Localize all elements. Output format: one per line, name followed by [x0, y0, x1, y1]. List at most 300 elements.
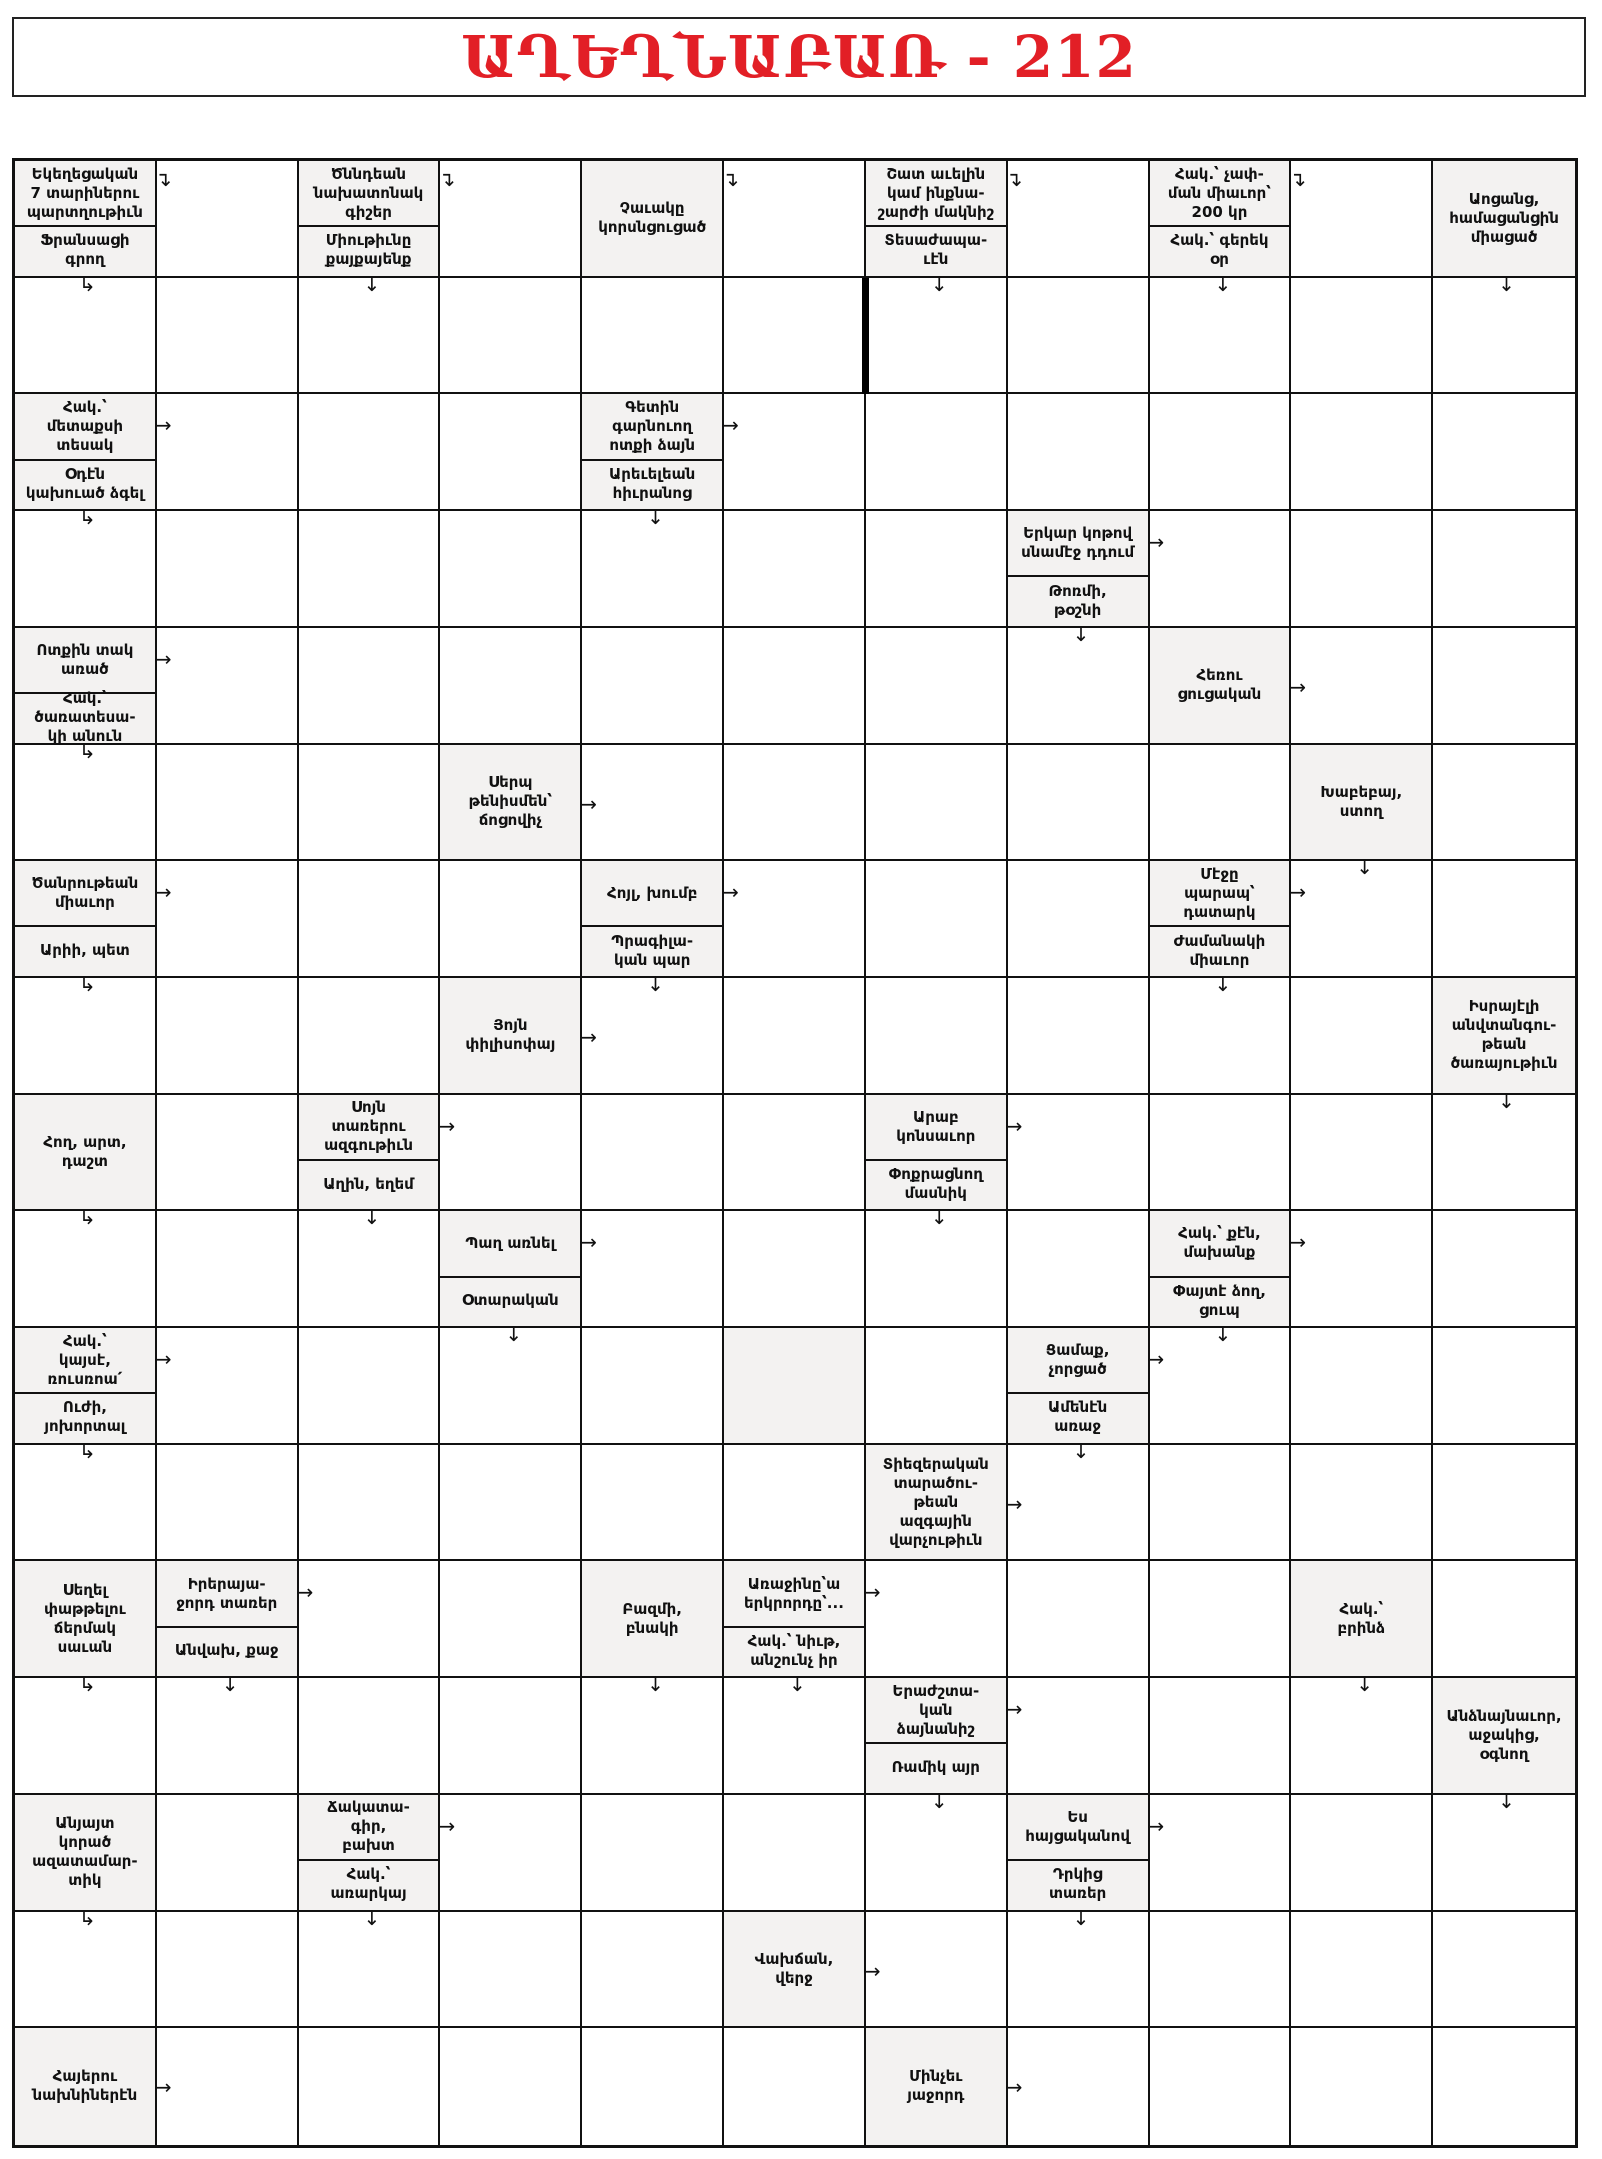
clue-text: Գետին գարնուող ոտքի ձայն — [609, 398, 695, 454]
answer-cell[interactable] — [154, 161, 299, 278]
clue-text: Փայտէ ձող, ցուպ — [1172, 1281, 1266, 1319]
answer-cell[interactable] — [582, 1211, 724, 1328]
answer-cell[interactable] — [157, 1095, 299, 1212]
clue-text: Սերպ թենիսմեն՝ ճոցովիչ — [468, 773, 553, 830]
clue-cell — [299, 1795, 456, 1930]
clue-divider — [582, 925, 722, 927]
answer-cell[interactable] — [1008, 861, 1150, 978]
answer-cell[interactable] — [157, 511, 299, 628]
answer-cell[interactable] — [440, 511, 582, 628]
clue-cell — [1008, 1328, 1165, 1463]
clue-cell — [1433, 1678, 1575, 1813]
clue-text: Հակ.՝ չափ- ման միաւոր՝ 200 կր — [1167, 164, 1271, 221]
clue-text: Հակ.՝ գերեկ օր — [1170, 231, 1269, 269]
answer-cell[interactable] — [866, 394, 1008, 511]
answer-cell[interactable] — [1433, 1445, 1575, 1562]
clue-cell — [15, 1795, 157, 1930]
clue-cell — [1433, 161, 1575, 296]
clue-arrow-icon: ↓ — [930, 271, 948, 296]
clue-arrow-icon: ↓ — [363, 1205, 381, 1230]
answer-cell[interactable] — [724, 161, 866, 278]
clue-text: Երաժշտա- կան ձայնանիշ — [892, 1681, 980, 1738]
answer-cell[interactable] — [724, 978, 866, 1095]
clue-text: Ծննդեան նախատոնակ գիշեր — [313, 164, 424, 221]
clue-cell — [582, 394, 739, 530]
clue-arrow-icon: ↓ — [930, 1788, 948, 1813]
clue-text: Ռամիկ այր — [891, 1758, 980, 1777]
answer-cell[interactable] — [1291, 511, 1433, 628]
clue-cell — [1008, 511, 1165, 646]
clue-arrow-icon: ↳ — [78, 1905, 96, 1930]
clue-arrow-icon: → — [154, 880, 172, 905]
answer-cell[interactable] — [1433, 1561, 1575, 1678]
clue-cell — [866, 1678, 1023, 1813]
answer-cell[interactable] — [157, 1795, 299, 1912]
clue-cell — [440, 1211, 598, 1347]
clue-arrow-icon: ↓ — [1214, 271, 1232, 296]
clue-text: Իրերայա- ջորդ տառեր — [176, 1574, 278, 1612]
answer-cell[interactable] — [299, 861, 441, 978]
answer-cell[interactable] — [154, 2028, 299, 2145]
clue-text: Հակ.՝ քէն, մախանք — [1178, 1224, 1261, 1262]
answer-cell[interactable] — [440, 161, 582, 278]
clue-text: Անյայտ կորած ազատամար- տիկ — [32, 1814, 138, 1890]
answer-cell[interactable] — [1150, 394, 1292, 511]
answer-cell[interactable] — [866, 628, 1008, 745]
answer-cell[interactable] — [1433, 511, 1575, 628]
answer-cell[interactable] — [1291, 1912, 1433, 2029]
answer-cell[interactable] — [1005, 1095, 1150, 1212]
clue-arrow-icon: → — [1289, 1230, 1307, 1255]
answer-cell[interactable] — [1291, 978, 1433, 1095]
answer-cell[interactable] — [157, 745, 299, 862]
clue-text: Ճակատա- գիր, բախտ — [327, 1798, 410, 1855]
clue-cell — [1291, 745, 1433, 880]
clue-cell — [440, 978, 598, 1095]
answer-cell[interactable] — [1150, 1095, 1292, 1212]
answer-cell[interactable] — [440, 2028, 582, 2145]
clue-text: Երկար կոթով սնամէջ դդում — [1021, 524, 1135, 562]
answer-cell[interactable] — [863, 1561, 1008, 1678]
answer-cell[interactable] — [724, 745, 866, 862]
answer-cell[interactable] — [299, 394, 441, 511]
answer-cell[interactable] — [1291, 278, 1433, 395]
answer-cell[interactable] — [1291, 628, 1433, 745]
clue-text: Մինչեւ յաջորդ — [907, 2066, 965, 2104]
answer-cell[interactable] — [1150, 2028, 1292, 2145]
answer-cell[interactable] — [1005, 161, 1150, 278]
puzzle-title: ԱՂԵՂՆԱԲԱՌ - 212 — [461, 23, 1137, 91]
clue-divider — [1150, 225, 1290, 227]
answer-cell[interactable] — [440, 1678, 582, 1795]
clue-divider — [866, 225, 1006, 227]
clue-divider — [724, 1626, 864, 1628]
clue-divider — [866, 1742, 1006, 1744]
answer-cell[interactable] — [724, 1795, 866, 1912]
clue-text: Շատ աւելին կամ ինքնա- շարժի մակնիշ — [877, 164, 994, 221]
answer-cell[interactable] — [299, 1678, 441, 1795]
clue-cell — [15, 628, 172, 763]
answer-cell[interactable] — [1433, 861, 1575, 978]
answer-cell[interactable] — [299, 511, 441, 628]
answer-cell[interactable] — [299, 628, 441, 745]
clue-arrow-icon: ↓ — [647, 1672, 664, 1697]
clue-text: Բազմի, բնակի — [622, 1599, 682, 1637]
clue-arrow-icon: → — [1005, 2075, 1023, 2100]
clue-text: Տիեզերական տարածու- թեան ազգային վարչութիւն — [882, 1454, 989, 1549]
clue-arrow-icon: → — [722, 880, 739, 905]
clue-text: Անվախ, քաջ — [174, 1641, 279, 1660]
answer-cell[interactable] — [299, 1445, 441, 1562]
clue-text: Արաբ կոնսաւոր — [896, 1107, 976, 1145]
clue-arrow-icon: → — [438, 1813, 456, 1838]
answer-cell[interactable] — [1008, 1211, 1150, 1328]
clue-arrow-icon: ↓ — [647, 505, 664, 530]
clue-arrow-icon: ↓ — [221, 1672, 239, 1697]
clue-cell — [15, 1328, 172, 1463]
clue-text: Հակ.՝ բրինձ — [1337, 1599, 1386, 1637]
answer-cell[interactable] — [1291, 394, 1433, 511]
answer-cell[interactable] — [582, 1912, 724, 2029]
answer-cell[interactable] — [582, 278, 724, 395]
answer-cell[interactable] — [582, 1795, 724, 1912]
clue-cell — [440, 745, 598, 862]
answer-cell[interactable] — [440, 1561, 582, 1678]
clue-cell — [866, 1445, 1023, 1562]
clue-arrow-icon: → — [154, 1347, 172, 1372]
clue-cell — [866, 2028, 1023, 2145]
clue-arrow-icon: ↴ — [722, 167, 739, 191]
clue-text: Փոքրացնող մասնիկ — [888, 1165, 983, 1203]
answer-cell[interactable] — [1433, 628, 1575, 745]
answer-cell[interactable] — [582, 745, 724, 862]
answer-cell[interactable] — [724, 511, 866, 628]
answer-cell[interactable] — [1291, 1328, 1433, 1445]
clue-cell — [866, 161, 1023, 296]
clue-text: Իսրայէլի անվտանգու- թեան ծառայութիւն — [1450, 997, 1558, 1073]
clue-arrow-icon: ↓ — [363, 1905, 381, 1930]
answer-cell[interactable] — [582, 628, 724, 745]
clue-text: Ուժի, յոխորտալ — [44, 1398, 126, 1436]
clue-divider — [15, 459, 155, 461]
answer-cell[interactable] — [157, 1445, 299, 1562]
answer-cell[interactable] — [1291, 1211, 1433, 1328]
answer-cell[interactable] — [299, 978, 441, 1095]
clue-arrow-icon: → — [580, 791, 598, 816]
clue-arrow-icon: → — [1005, 1113, 1023, 1138]
answer-cell[interactable] — [1433, 1912, 1575, 2029]
clue-cell — [15, 1095, 157, 1230]
answer-cell[interactable] — [157, 1912, 299, 2029]
clue-divider — [15, 692, 155, 694]
answer-cell[interactable] — [440, 1795, 582, 1912]
clue-arrow-icon: ↓ — [1214, 1322, 1232, 1347]
clue-text: Աղին, եղեմ — [323, 1174, 414, 1193]
clue-arrow-icon: → — [863, 1958, 881, 1983]
answer-cell[interactable] — [866, 978, 1008, 1095]
clue-arrow-icon: ↴ — [438, 167, 456, 191]
clue-arrow-icon: ↓ — [1356, 1672, 1374, 1697]
clue-cell — [1291, 1561, 1433, 1697]
answer-cell[interactable] — [154, 628, 299, 745]
clue-arrow-icon: ↳ — [78, 738, 96, 763]
answer-cell[interactable] — [582, 1328, 724, 1445]
answer-cell[interactable] — [724, 628, 866, 745]
clue-arrow-icon: ↳ — [78, 271, 96, 296]
clue-text: Տեսաժապա- ւէն — [884, 231, 988, 269]
clue-cell — [582, 861, 739, 996]
answer-cell[interactable] — [1291, 161, 1433, 278]
clue-cell — [15, 2028, 172, 2145]
clue-text: Սոյն տառերու ազգութիւն — [324, 1098, 413, 1155]
answer-cell[interactable] — [582, 1445, 724, 1562]
clue-cell — [1150, 1211, 1307, 1347]
clue-text: Ծանրութեան միաւոր — [31, 874, 139, 912]
answer-cell[interactable] — [299, 2028, 441, 2145]
clue-arrow-icon: ↓ — [1072, 1438, 1090, 1463]
answer-cell[interactable] — [724, 2028, 866, 2145]
clue-arrow-icon: ↓ — [363, 271, 381, 296]
answer-cell[interactable] — [582, 2028, 724, 2145]
clue-cell — [1433, 978, 1575, 1113]
clue-arrow-icon: → — [580, 1024, 598, 1049]
clue-text: Անձնայնաւոր, աջակից, օգնող — [1446, 1707, 1562, 1764]
clue-text: Հակ.՝ կայսէ, ռուսռոա՛ — [47, 1331, 123, 1388]
answer-cell[interactable] — [154, 1328, 299, 1445]
clue-text: Սեղել փաթթելու ճերմակ սաւան — [43, 1580, 126, 1656]
clue-text: Ցամաք, չորցած — [1045, 1341, 1110, 1379]
clue-divider — [1008, 1392, 1148, 1394]
clue-cell — [1150, 861, 1307, 996]
answer-cell[interactable] — [440, 1912, 582, 2029]
clue-cell — [15, 394, 172, 530]
answer-cell[interactable] — [724, 1095, 866, 1212]
clue-text: Պրագիլա- կան պար — [611, 931, 694, 969]
clue-divider — [157, 1626, 297, 1628]
answer-cell[interactable] — [582, 1095, 724, 1212]
answer-cell[interactable] — [1433, 1211, 1575, 1328]
answer-cell[interactable] — [866, 861, 1008, 978]
clue-cell — [15, 1561, 157, 1697]
clue-text: Հակ.՝ մետաքսի տեսակ — [46, 398, 124, 454]
clue-arrow-icon: ↳ — [78, 971, 96, 996]
answer-cell[interactable] — [724, 861, 866, 978]
clue-divider — [299, 1859, 439, 1861]
clue-cell — [1150, 161, 1307, 296]
clue-text: Մէջը պարապ՝ դատարկ — [1183, 864, 1256, 921]
answer-cell[interactable] — [1291, 1795, 1433, 1912]
clue-arrow-icon: → — [580, 1230, 598, 1255]
clue-text: Հոյլ, խումբ — [606, 883, 698, 902]
clue-text: Դրկից տառեր — [1048, 1865, 1107, 1903]
clue-divider — [15, 1392, 155, 1394]
clue-text: Աոցանց, համացանցին միացած — [1449, 189, 1559, 246]
clue-text: Հակ.՝ առարկայ — [330, 1865, 407, 1903]
answer-cell[interactable] — [1291, 1095, 1433, 1212]
clue-cell — [299, 1095, 456, 1230]
clue-text: Միութիւնը քայքայենք — [325, 231, 412, 269]
answer-cell[interactable] — [1150, 1561, 1292, 1678]
clue-arrow-icon: → — [1289, 880, 1307, 905]
clue-text: Հեռու ցուցական — [1177, 666, 1262, 704]
answer-cell[interactable] — [1008, 745, 1150, 862]
clue-arrow-icon: ↳ — [78, 1672, 96, 1697]
clue-text: Հայերու նախնիներէն — [32, 2066, 138, 2104]
clue-arrow-icon: → — [1005, 1491, 1023, 1516]
answer-cell[interactable] — [724, 1445, 866, 1562]
answer-cell[interactable] — [440, 394, 582, 511]
answer-cell[interactable] — [866, 745, 1008, 862]
clue-cell — [15, 861, 172, 996]
clue-arrow-icon: → — [438, 1113, 456, 1138]
answer-cell[interactable] — [157, 978, 299, 1095]
clue-arrow-icon: ↴ — [1289, 167, 1307, 191]
clue-cell — [582, 161, 739, 278]
clue-cell — [724, 1328, 866, 1445]
clue-text: Եկեղեցական 7 տարիներու պարտղութիւն — [26, 164, 143, 221]
clue-text: Առաջինը՝ա երկրորդը՝... — [744, 1574, 844, 1612]
clue-divider — [1008, 1859, 1148, 1861]
clue-text: Ֆրանսացի գրող — [40, 231, 130, 269]
answer-cell[interactable] — [866, 511, 1008, 628]
clue-divider — [582, 459, 722, 461]
answer-cell[interactable] — [1150, 1912, 1292, 2029]
answer-cell[interactable] — [1008, 1561, 1150, 1678]
clue-arrow-icon: ↳ — [78, 1438, 96, 1463]
answer-cell[interactable] — [296, 1561, 441, 1678]
clue-text: Օդէն կախուած ձգել — [25, 464, 144, 502]
clue-cell — [1008, 1795, 1165, 1930]
answer-cell[interactable] — [440, 861, 582, 978]
answer-cell[interactable] — [1005, 2028, 1150, 2145]
answer-cell[interactable] — [1008, 978, 1150, 1095]
clue-text: Արիի, պետ — [40, 941, 130, 960]
clue-arrow-icon: → — [722, 413, 739, 438]
clue-text: Յոյն փիլիսոփայ — [465, 1016, 556, 1054]
answer-cell[interactable] — [1008, 278, 1150, 395]
answer-cell[interactable] — [1008, 394, 1150, 511]
clue-cell — [724, 1912, 881, 2029]
answer-cell[interactable] — [299, 1328, 441, 1445]
clue-text: Ժամանակի միաւոր — [1173, 931, 1266, 969]
clue-arrow-icon: ↓ — [1072, 621, 1090, 646]
answer-cell[interactable] — [866, 1328, 1008, 1445]
clue-text: Հակ.՝ ծառատեսա- կի անուն — [34, 688, 136, 745]
clue-arrow-icon: → — [1147, 1813, 1165, 1838]
clue-arrow-icon: ↴ — [154, 167, 172, 191]
clue-arrow-icon: → — [154, 2075, 172, 2100]
clue-divider — [1008, 575, 1148, 577]
clue-text: Օտարական — [462, 1291, 559, 1310]
answer-cell[interactable] — [724, 1211, 866, 1328]
clue-divider — [299, 225, 439, 227]
clue-text: Խաբեբայ, ստող — [1320, 782, 1403, 820]
answer-cell[interactable] — [157, 1211, 299, 1328]
clue-cell — [299, 161, 456, 296]
clue-arrow-icon: → — [1147, 1347, 1165, 1372]
answer-cell[interactable] — [1147, 511, 1292, 628]
clue-text: Արեւելեան հիւրանոց — [609, 464, 696, 502]
clue-cell — [724, 1561, 881, 1697]
answer-cell[interactable] — [724, 278, 866, 395]
answer-cell[interactable] — [1150, 1678, 1292, 1795]
clue-arrow-icon: ↓ — [647, 971, 664, 996]
clue-divider — [299, 1159, 439, 1161]
clue-divider — [1150, 1276, 1290, 1278]
clue-cell — [15, 161, 172, 296]
thick-separator — [862, 278, 869, 395]
clue-cell — [157, 1561, 314, 1697]
answer-cell[interactable] — [440, 278, 582, 395]
clue-divider — [15, 925, 155, 927]
answer-cell[interactable] — [863, 1912, 1008, 2029]
answer-cell[interactable] — [1150, 1445, 1292, 1562]
clue-text: Վախճան, վերջ — [754, 1949, 834, 1987]
answer-cell[interactable] — [1433, 1328, 1575, 1445]
answer-cell[interactable] — [1291, 2028, 1433, 2145]
clue-arrow-icon: ↓ — [1214, 971, 1232, 996]
answer-cell[interactable] — [1147, 1795, 1292, 1912]
title-banner — [12, 17, 1586, 97]
answer-cell[interactable] — [154, 394, 299, 511]
clue-arrow-icon: ↓ — [1356, 855, 1374, 880]
clue-text: Չաւակը կորսնցուցած — [598, 199, 707, 237]
answer-cell[interactable] — [1150, 745, 1292, 862]
clue-arrow-icon: ↓ — [1072, 1905, 1090, 1930]
answer-cell[interactable] — [440, 1095, 582, 1212]
clue-text: Ես հայցականով — [1025, 1807, 1130, 1845]
crossword-grid — [12, 158, 1578, 2148]
answer-cell[interactable] — [1433, 2028, 1575, 2145]
answer-cell[interactable] — [440, 1445, 582, 1562]
answer-cell[interactable] — [299, 745, 441, 862]
clue-arrow-icon: → — [1289, 674, 1307, 699]
clue-cell — [1150, 628, 1307, 745]
clue-divider — [15, 225, 155, 227]
clue-cell — [582, 1561, 724, 1697]
clue-text: Ոտքին տակ առած — [36, 640, 134, 678]
answer-cell[interactable] — [1291, 1445, 1433, 1562]
clue-arrow-icon: → — [154, 646, 172, 671]
answer-cell[interactable] — [724, 394, 866, 511]
clue-arrow-icon: ↓ — [930, 1205, 948, 1230]
clue-text: Հակ.՝ նիւթ, անշունչ իր — [747, 1631, 841, 1669]
clue-arrow-icon: ↓ — [1498, 1788, 1515, 1813]
clue-arrow-icon: ↳ — [78, 505, 96, 530]
clue-arrow-icon: ↓ — [788, 1672, 806, 1697]
clue-arrow-icon: → — [863, 1580, 881, 1605]
answer-cell[interactable] — [440, 628, 582, 745]
clue-arrow-icon: ↓ — [505, 1322, 523, 1347]
answer-cell[interactable] — [157, 278, 299, 395]
clue-divider — [1150, 925, 1290, 927]
clue-text: Հող, արտ, դաշտ — [43, 1132, 127, 1170]
answer-cell[interactable] — [1433, 394, 1575, 511]
clue-arrow-icon: → — [154, 413, 172, 438]
clue-arrow-icon: ↓ — [1498, 271, 1515, 296]
clue-text: Ամենէն առաջ — [1048, 1398, 1108, 1436]
clue-text: Պաղ առնել — [465, 1233, 556, 1252]
clue-text: Թոռմի, թօշնի — [1048, 581, 1107, 619]
clue-arrow-icon: → — [1147, 530, 1165, 555]
answer-cell[interactable] — [1005, 1678, 1150, 1795]
answer-cell[interactable] — [154, 861, 299, 978]
clue-arrow-icon: → — [1005, 1697, 1023, 1722]
answer-cell[interactable] — [1433, 745, 1575, 862]
clue-arrow-icon: ↴ — [1005, 167, 1023, 191]
clue-divider — [866, 1159, 1006, 1161]
clue-arrow-icon: ↓ — [1498, 1088, 1515, 1113]
